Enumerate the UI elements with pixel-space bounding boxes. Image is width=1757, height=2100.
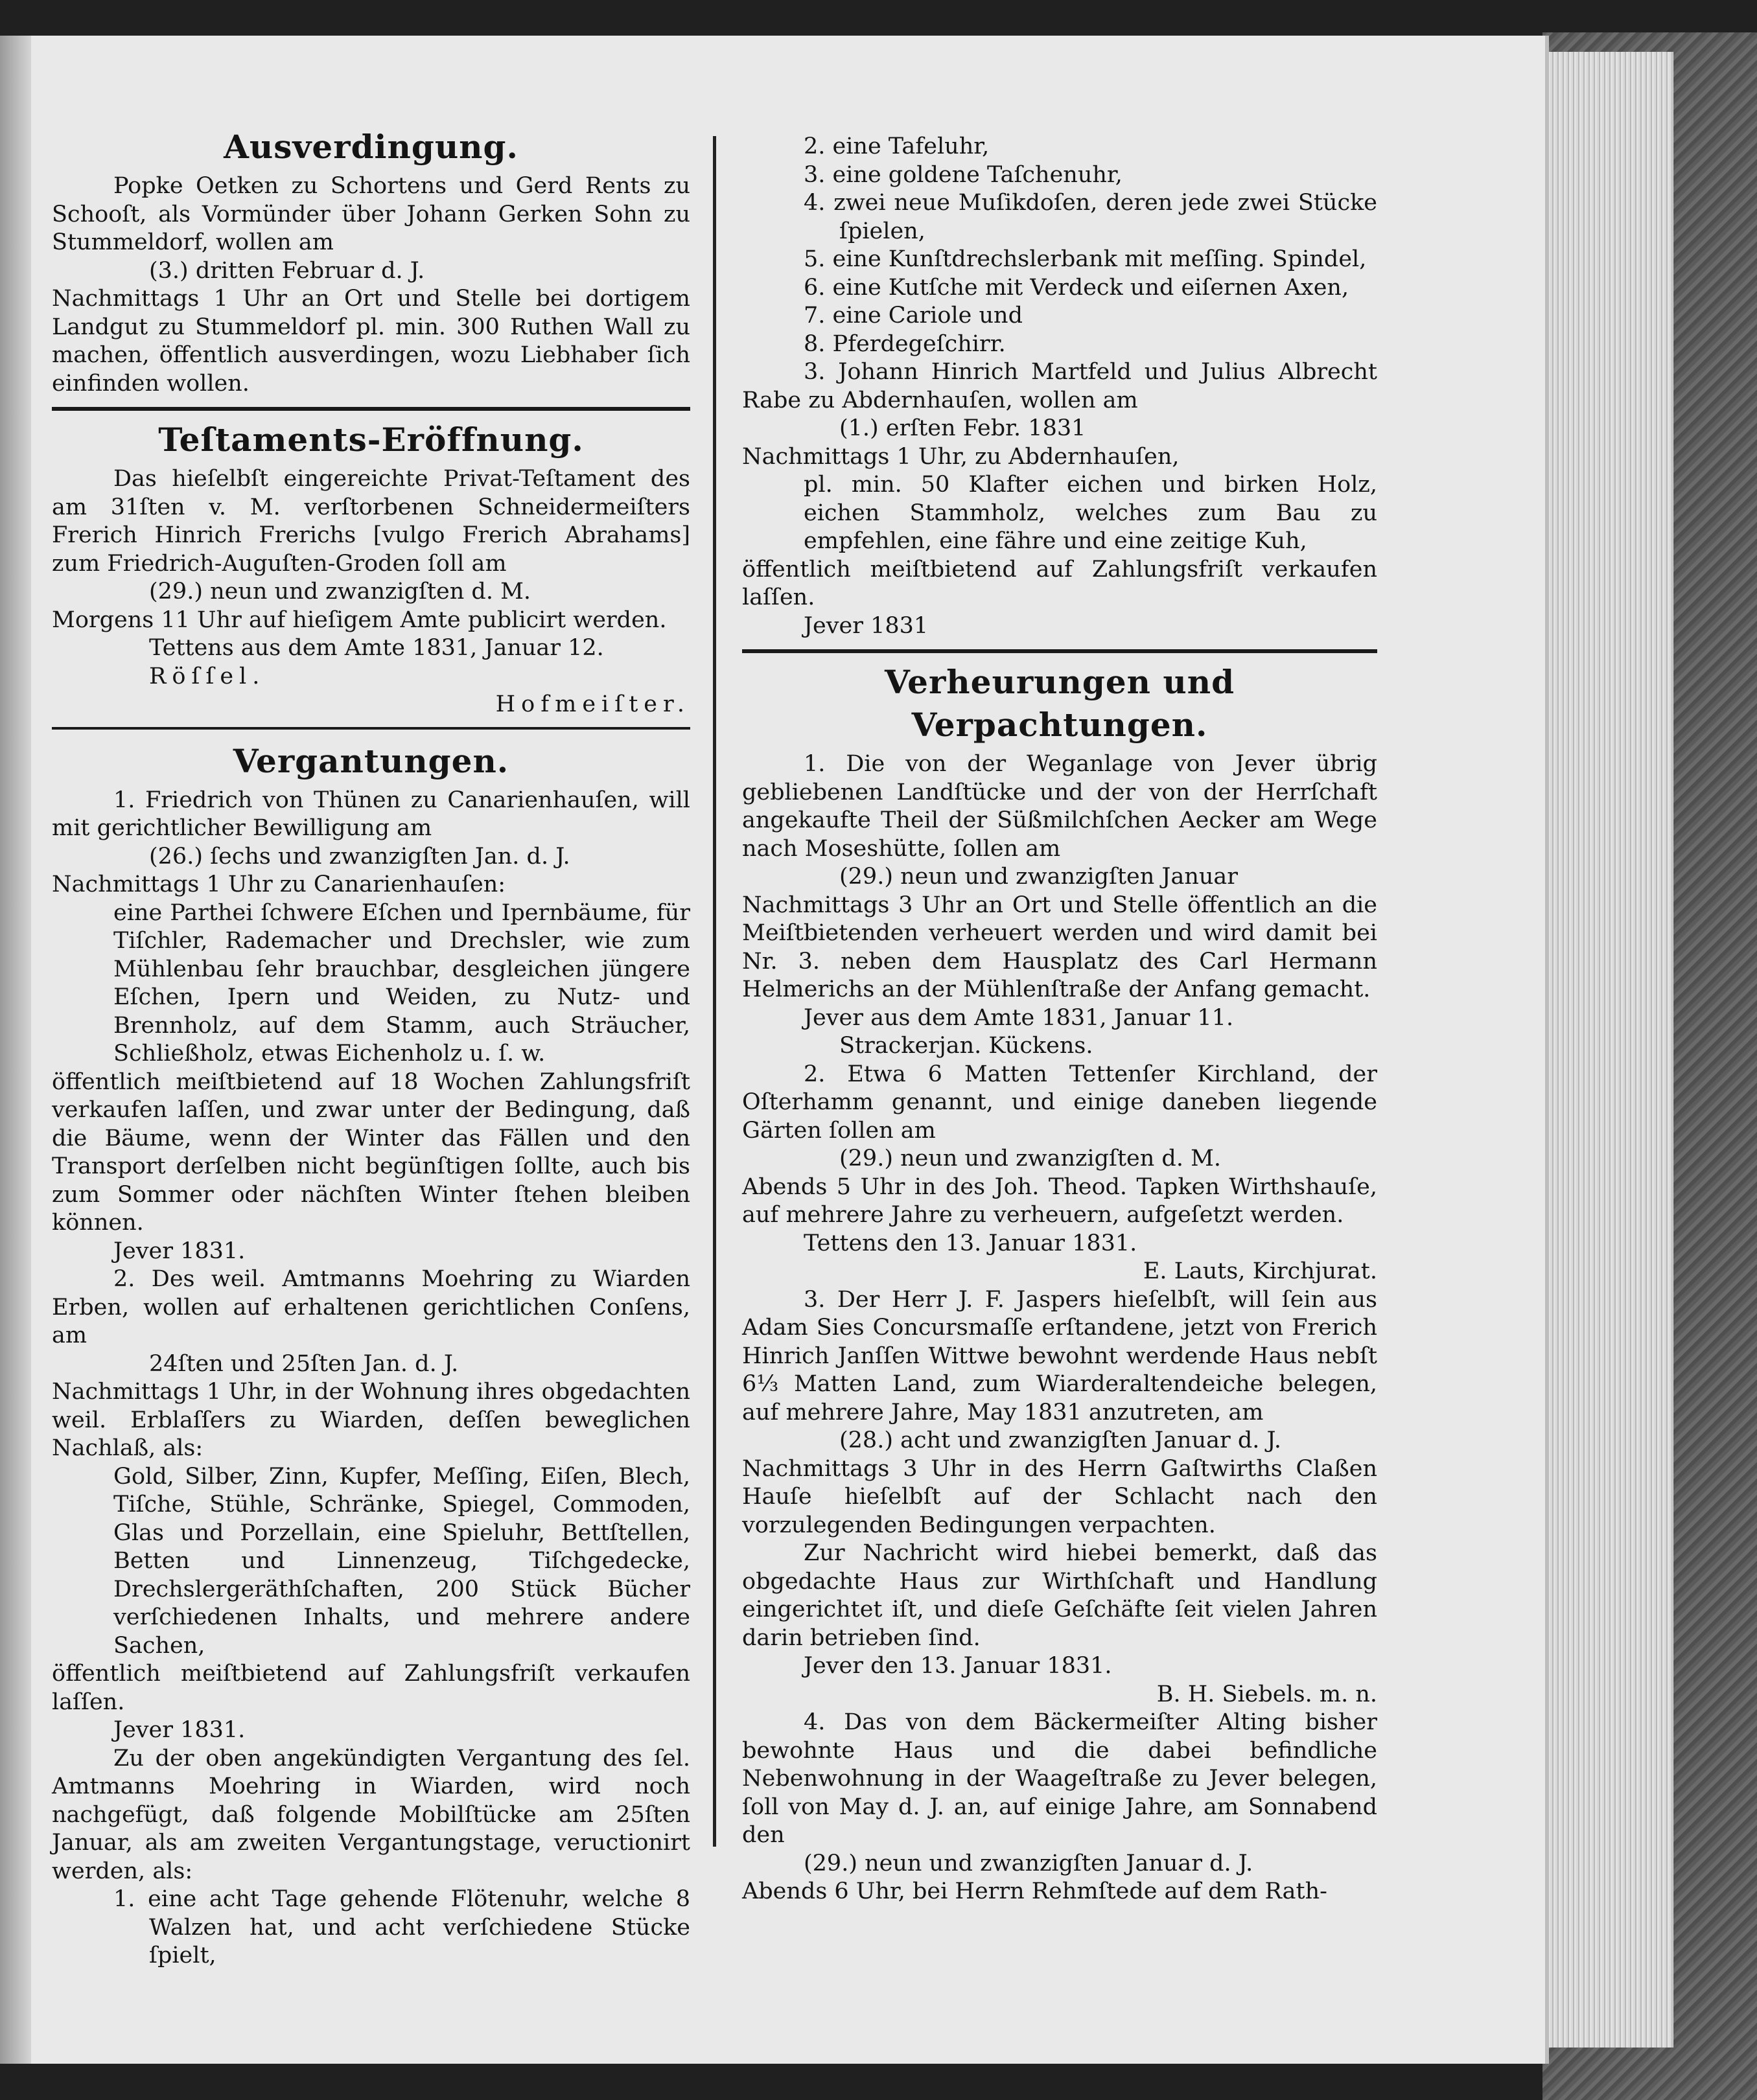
text-paragraph: (28.) acht und zwanzigſten Januar d. J.	[839, 1427, 1281, 1453]
text-paragraph: Abends 5 Uhr in des Joh. Theod. Tapken Wirthshauſe, auf mehrere Jahre zu verheuern, aufgeſetzt werden.	[742, 1173, 1377, 1228]
text-paragraph: Strackerjan. Kückens.	[839, 1033, 1093, 1059]
text-paragraph: (29.) neun und zwanzigſten d. M.	[839, 1146, 1222, 1171]
text-paragraph: Nachmittags 1 Uhr an Ort und Stelle bei dortigem Landgut zu Stummeldorf pl. min. 300 Ruthen Wall zu machen, öffentlich ausverdingen, wozu Liebhaber ſich einfinden wollen.	[52, 286, 690, 397]
text-paragraph: 2. eine Tafeluhr,	[804, 133, 990, 159]
text-paragraph: Das hieſelbſt eingereichte Privat-Teſtament des am 31ſten v. M. verſtorbenen Schneidermeiſters Frerich Hinrich Frerichs [vulgo Frerich Abrahams] zum Friedrich-Auguſten-Groden ſoll am	[52, 466, 690, 577]
text-paragraph: B. H. Siebels. m. n.	[1156, 1681, 1377, 1707]
text-paragraph: 4. zwei neue Muſikdoſen, deren jede zwei Stücke ſpielen,	[804, 190, 1377, 244]
text-paragraph: Jever 1831	[804, 612, 929, 639]
text-paragraph: Jever 1831.	[113, 1717, 246, 1743]
section-rule	[742, 649, 1377, 653]
column-divider	[713, 136, 716, 1847]
text-paragraph: Nachmittags 1 Uhr, in der Wohnung ihres obgedachten weil. Erblaſſers zu Wiarden, deſſen beweglichen Nachlaß, als:	[52, 1379, 690, 1461]
text-paragraph: 24ſten und 25ſten Jan. d. J.	[149, 1350, 459, 1377]
section-heading: Ausverdingung.	[224, 128, 518, 166]
text-paragraph: Jever 1831.	[113, 1238, 246, 1264]
section-heading: Teſtaments-Eröffnung.	[158, 421, 584, 459]
text-paragraph: 7. eine Cariole und	[804, 303, 1023, 329]
section-heading: Verheurungen und Verpachtungen.	[884, 663, 1235, 744]
text-paragraph: 3. Johann Hinrich Martfeld und Julius Albrecht Rabe zu Abdernhauſen, wollen am	[742, 359, 1377, 413]
section-rule	[52, 407, 690, 411]
text-paragraph: Hofmeiſter.	[495, 691, 690, 717]
text-paragraph: 3. Der Herr J. F. Jaspers hieſelbſt, will ſein aus Adam Sies Concursmaſſe erſtandene, jetzt von Frerich Hinrich Janſſen Wittwe bewohnt werdende Haus nebſt 6⅓ Matten Land, zum Wiarderaltendeiche belegen, auf mehrere Jahre, May 1831 anzutreten, am	[742, 1286, 1377, 1425]
text-paragraph: Jever aus dem Amte 1831, Januar 11.	[804, 1004, 1234, 1031]
text-paragraph: 8. Pferdegeſchirr.	[804, 330, 1006, 357]
text-paragraph: öffentlich meiſtbietend auf Zahlungsfriſt verkaufen laſſen.	[52, 1661, 690, 1715]
text-paragraph: 6. eine Kutſche mit Verdeck und eiſernen Axen,	[804, 274, 1349, 301]
text-paragraph: Röſſel.	[149, 663, 266, 689]
text-paragraph: (3.) dritten Februar d. J.	[149, 257, 425, 284]
text-paragraph: eine Parthei ſchwere Eſchen und Ipernbäume, für Tiſchler, Rademacher und Drechsler, wie zum Mühlenbau ſehr brauchbar, desgleichen jüngere Eſchen, Ipern und Weiden, zu Nutz- und Brennholz, auf dem Stamm, auch Sträucher, Schließholz, etwas Eichenholz u. ſ. w.	[113, 899, 690, 1067]
text-paragraph: 3. eine goldene Taſchenuhr,	[804, 161, 1123, 188]
text-paragraph: (29.) neun und zwanzigſten Januar d. J.	[804, 1850, 1253, 1876]
text-paragraph: Morgens 11 Uhr auf hieſigem Amte publicirt werden.	[52, 606, 667, 633]
text-paragraph: 4. Das von dem Bäckermeiſter Alting bisher bewohnte Haus und die dabei befindliche Nebenwohnung in der Waageſtraße zu Jever belegen, ſoll von May d. J. an, auf einige Jahre, am Sonnabend den	[742, 1709, 1377, 1848]
text-paragraph: Nachmittags 1 Uhr, zu Abdernhauſen,	[742, 443, 1180, 470]
text-paragraph: öffentlich meiſtbietend auf Zahlungsfriſt verkaufen laſſen.	[742, 556, 1377, 610]
text-paragraph: Zu der oben angekündigten Vergantung des ſel. Amtmanns Moehring in Wiarden, wird noch nachgefügt, daß folgende Mobilſtücke am 25ſten Januar, als am zweiten Vergantungstage, veructionirt werden, als:	[52, 1745, 690, 1884]
text-paragraph: (29.) neun und zwanzigſten d. M.	[149, 579, 531, 605]
text-paragraph: 5. eine Kunſtdrechslerbank mit meſſing. Spindel,	[804, 246, 1367, 272]
text-paragraph: (29.) neun und zwanzigſten Januar	[839, 864, 1238, 890]
text-paragraph: Nachmittags 3 Uhr in des Herrn Gaſtwirths Claßen Hauſe hieſelbſt auf der Schlacht nach den vorzulegenden Bedingungen verpachten.	[742, 1455, 1377, 1538]
text-paragraph: Jever den 13. Januar 1831.	[804, 1653, 1112, 1679]
text-paragraph: 1. Die von der Weganlage von Jever übrig gebliebenen Landſtücke und der von der Herrſchaft angekaufte Theil der Süßmilchſchen Aecker am Wege nach Moseshütte, ſollen am	[742, 751, 1377, 862]
text-paragraph: 1. eine acht Tage gehende Flötenuhr, welche 8 Walzen hat, und acht verſchiedene Stücke ſpielt,	[113, 1886, 690, 1968]
text-paragraph: Tettens aus dem Amte 1831, Januar 12.	[149, 635, 604, 661]
text-paragraph: Tettens den 13. Januar 1831.	[804, 1230, 1137, 1256]
text-paragraph: (1.) erſten Febr. 1831	[839, 415, 1086, 441]
right-column	[742, 133, 1377, 1906]
section-rule	[52, 727, 690, 730]
text-paragraph: Nachmittags 1 Uhr zu Canarienhauſen:	[52, 871, 506, 897]
text-paragraph: 2. Etwa 6 Matten Tettenſer Kirchland, der Oſterhamm genannt, und einige daneben liegende Gärten ſollen am	[742, 1061, 1377, 1144]
text-paragraph: Nachmittags 3 Uhr an Ort und Stelle öffentlich an die Meiſtbietenden verheuert werden und wird damit bei Nr. 3. neben dem Hausplatz des Carl Hermann Helmerichs an der Mühlenſtraße der Anfang gemacht.	[742, 892, 1377, 1002]
text-paragraph: 1. Friedrich von Thünen zu Canarienhauſen, will mit gerichtlicher Bewilligung am	[52, 787, 690, 841]
text-paragraph: pl. min. 50 Klafter eichen und birken Holz, eichen Stammholz, welches zum Bau zu empfehlen, eine fähre und eine zeitige Kuh,	[804, 472, 1377, 554]
text-paragraph: 2. Des weil. Amtmanns Moehring zu Wiarden Erben, wollen auf erhaltenen gerichtlichen Conſens, am	[52, 1266, 690, 1348]
text-paragraph: E. Lauts, Kirchjurat.	[1143, 1258, 1377, 1284]
text-paragraph: (26.) ſechs und zwanzigſten Jan. d. J.	[149, 843, 570, 870]
text-paragraph: Zur Nachricht wird hiebei bemerkt, daß das obgedachte Haus zur Wirthſchaft und Handlung eingerichtet iſt, und dieſe Geſchäfte ſeit vielen Jahren darin betrieben ſind.	[742, 1540, 1377, 1651]
section-heading: Vergantungen.	[233, 741, 509, 780]
text-paragraph: öffentlich meiſtbietend auf 18 Wochen Zahlungsfriſt verkaufen laſſen, und zwar unter der Bedingung, daß die Bäume, wenn der Winter das Fällen und den Transport derſelben nicht begünſtigen ſollte, auch bis zum Sommer oder nächſten Winter ſtehen bleiben können.	[52, 1068, 690, 1236]
page-gutter	[0, 36, 31, 2064]
text-paragraph: Popke Oetken zu Schortens und Gerd Rents zu Schooſt, als Vormünder über Johann Gerken Sohn zu Stummeldorf, wollen am	[52, 173, 690, 255]
left-column	[52, 123, 690, 1970]
text-paragraph: Abends 6 Uhr, bei Herrn Rehmſtede auf dem Rath-	[742, 1878, 1327, 1904]
text-paragraph: Gold, Silber, Zinn, Kupfer, Meſſing, Eiſen, Blech, Tiſche, Stühle, Schränke, Spiegel, Commoden, Glas und Porzellain, eine Spieluhr, Bettſtellen, Betten und Linnenzeug, Tiſchgedecke, Drechslergeräthſchaften, 200 Stück Bücher verſchiedenen Inhalts, und mehrere andere Sachen,	[113, 1463, 690, 1659]
